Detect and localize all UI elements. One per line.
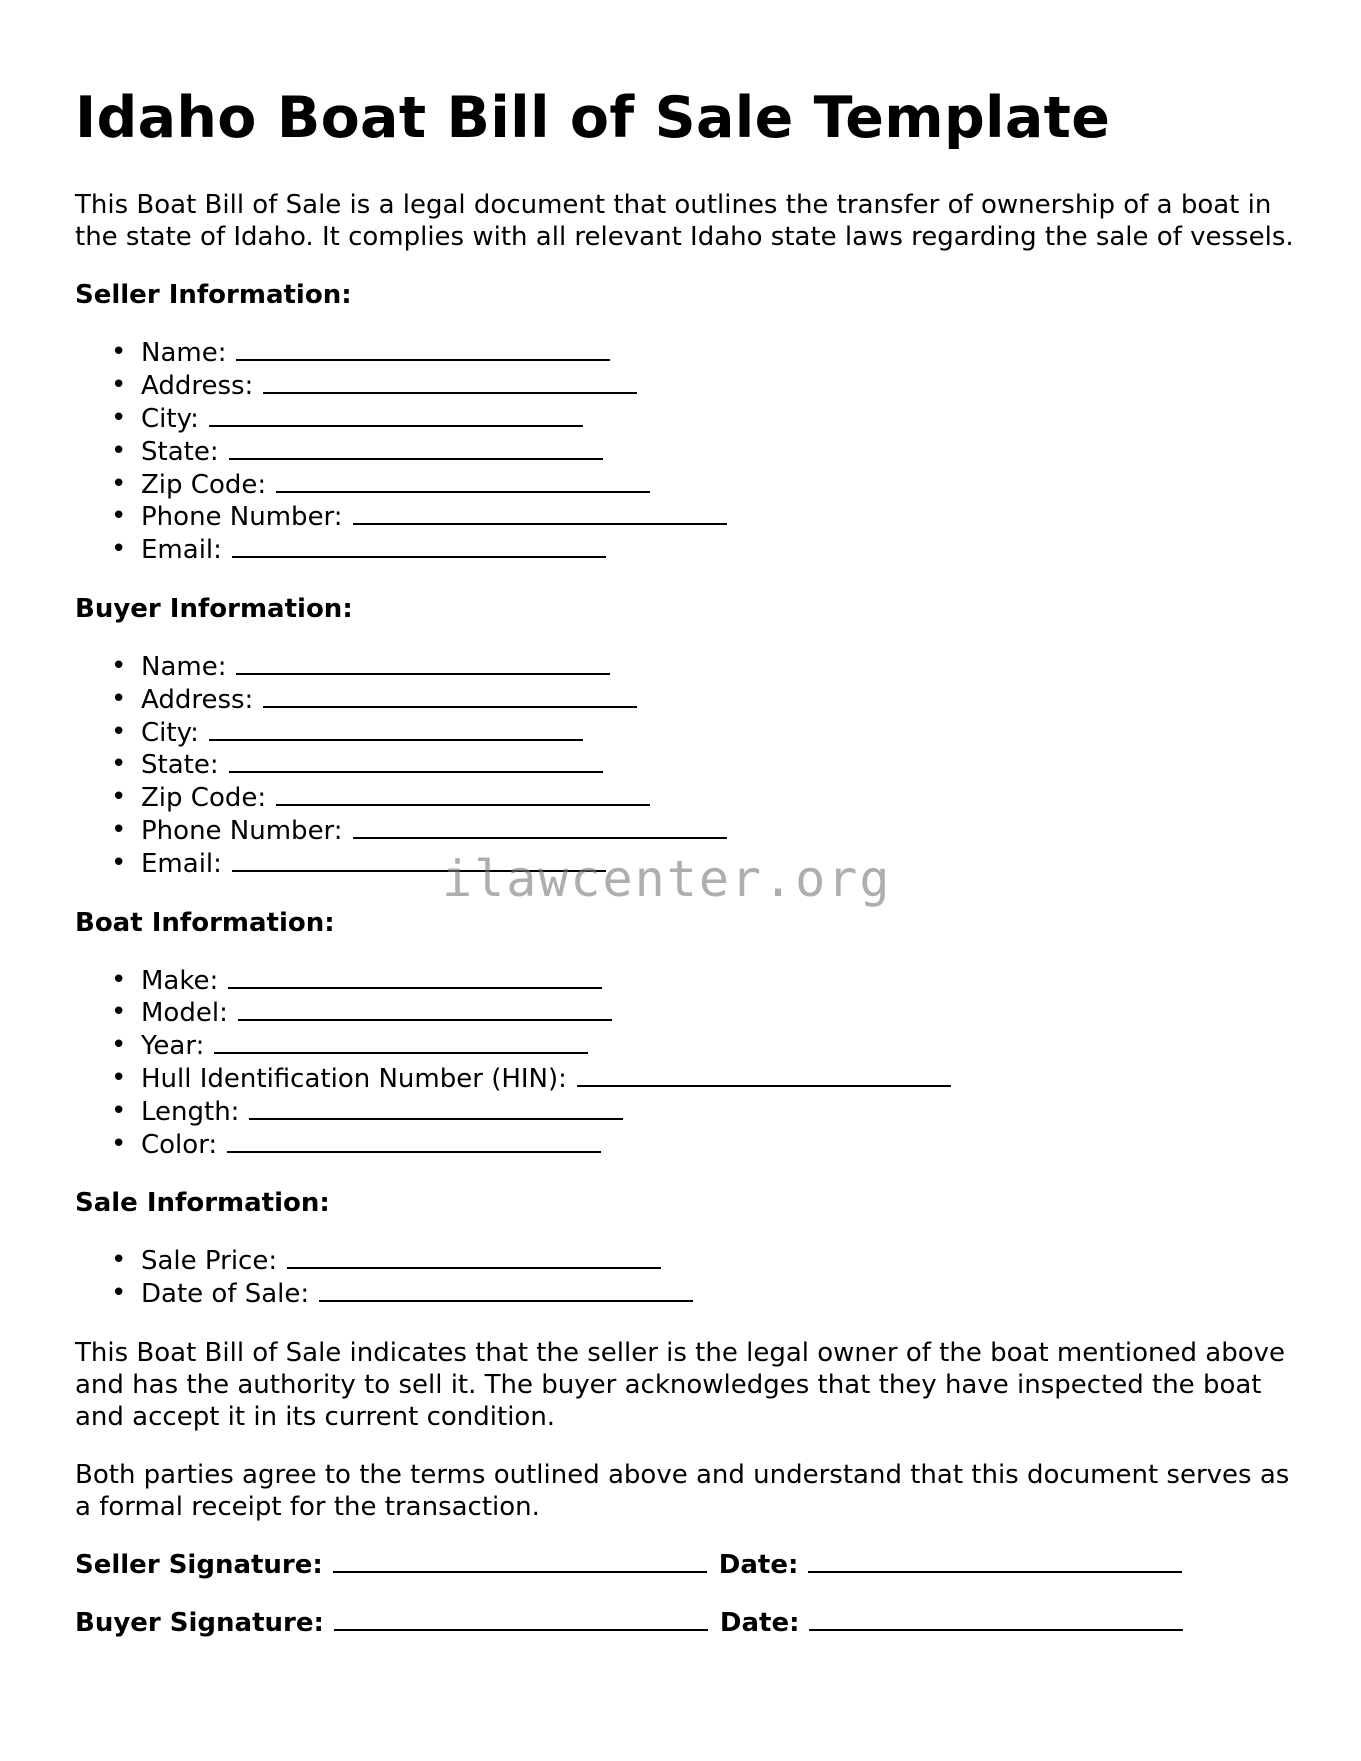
fill-in-blank[interactable] bbox=[263, 370, 637, 394]
boat-model-field: • Model: bbox=[75, 997, 1295, 1030]
buyer-field-list bbox=[75, 651, 1295, 881]
buyer-signature-label: Buyer Signature: bbox=[75, 1607, 324, 1638]
sale-field-list bbox=[75, 1245, 1295, 1311]
field-label: Length: bbox=[141, 1096, 240, 1127]
field-label: Email: bbox=[141, 535, 222, 566]
buyer-email-field: • Email: bbox=[75, 848, 1295, 881]
field-label: City: bbox=[141, 717, 199, 748]
fill-in-blank[interactable] bbox=[229, 749, 603, 773]
seller-phone-field: • Phone Number: bbox=[75, 501, 1295, 534]
fill-in-blank[interactable] bbox=[209, 717, 583, 741]
boat-year-field: • Year: bbox=[75, 1030, 1295, 1063]
boat-color-field: • Color: bbox=[75, 1129, 1295, 1162]
fill-in-blank[interactable] bbox=[236, 337, 610, 361]
field-label: State: bbox=[141, 750, 219, 781]
sale-section-heading: Sale Information: bbox=[75, 1188, 330, 1219]
buyer-phone-field: • Phone Number: bbox=[75, 815, 1295, 848]
seller-date-blank[interactable] bbox=[808, 1549, 1182, 1573]
seller-field-list bbox=[75, 337, 1295, 567]
fill-in-blank[interactable] bbox=[577, 1063, 951, 1087]
boat-hin-field: • Hull Identification Number (HIN): bbox=[75, 1063, 1295, 1096]
field-label: Name: bbox=[141, 651, 227, 682]
field-label: Hull Identification Number (HIN): bbox=[141, 1063, 567, 1094]
fill-in-blank[interactable] bbox=[263, 684, 637, 708]
buyer-date-label: Date: bbox=[719, 1607, 800, 1638]
seller-signature-line bbox=[75, 1549, 1295, 1581]
buyer-state-field: • State: bbox=[75, 749, 1295, 782]
page-title: Idaho Boat Bill of Sale Template bbox=[75, 85, 1111, 151]
fill-in-blank[interactable] bbox=[287, 1245, 661, 1269]
seller-date-label: Date: bbox=[718, 1549, 799, 1580]
boat-length-field: • Length: bbox=[75, 1096, 1295, 1129]
fill-in-blank[interactable] bbox=[276, 782, 650, 806]
buyer-date-blank[interactable] bbox=[809, 1607, 1183, 1631]
fill-in-blank[interactable] bbox=[276, 469, 650, 493]
fill-in-blank[interactable] bbox=[353, 501, 727, 525]
field-label: Zip Code: bbox=[141, 469, 267, 500]
boat-field-list bbox=[75, 965, 1295, 1162]
boat-make-field: • Make: bbox=[75, 965, 1295, 998]
buyer-city-field: • City: bbox=[75, 717, 1295, 750]
buyer-signature-line bbox=[75, 1607, 1295, 1639]
fill-in-blank[interactable] bbox=[214, 1030, 588, 1054]
field-label: Address: bbox=[141, 371, 254, 402]
field-label: Sale Price: bbox=[141, 1246, 278, 1277]
fill-in-blank[interactable] bbox=[353, 815, 727, 839]
sale-date-field: • Date of Sale: bbox=[75, 1278, 1295, 1311]
buyer-signature-blank[interactable] bbox=[334, 1607, 708, 1631]
seller-zip-field: • Zip Code: bbox=[75, 469, 1295, 502]
fill-in-blank[interactable] bbox=[238, 997, 612, 1021]
seller-name-field: • Name: bbox=[75, 337, 1295, 370]
field-label: Zip Code: bbox=[141, 783, 267, 814]
seller-section-heading: Seller Information: bbox=[75, 280, 352, 311]
fill-in-blank[interactable] bbox=[236, 651, 610, 675]
fill-in-blank[interactable] bbox=[249, 1096, 623, 1120]
field-label: Date of Sale: bbox=[141, 1279, 310, 1310]
watermark: ilawcenter.org bbox=[442, 850, 892, 908]
fill-in-blank[interactable] bbox=[228, 965, 602, 989]
field-label: Phone Number: bbox=[141, 502, 343, 533]
buyer-section-heading: Buyer Information: bbox=[75, 593, 353, 624]
field-label: Model: bbox=[141, 998, 228, 1029]
fill-in-blank[interactable] bbox=[227, 1129, 601, 1153]
field-label: Make: bbox=[141, 965, 219, 996]
seller-address-field: • Address: bbox=[75, 370, 1295, 403]
fill-in-blank[interactable] bbox=[209, 403, 583, 427]
boat-section-heading: Boat Information: bbox=[75, 907, 335, 938]
field-label: Name: bbox=[141, 338, 227, 369]
fill-in-blank[interactable] bbox=[229, 436, 603, 460]
buyer-name-field: • Name: bbox=[75, 651, 1295, 684]
fill-in-blank[interactable] bbox=[319, 1278, 693, 1302]
field-label: Address: bbox=[141, 684, 254, 715]
seller-email-field: • Email: bbox=[75, 534, 1295, 567]
fill-in-blank[interactable] bbox=[232, 534, 606, 558]
sale-price-field: • Sale Price: bbox=[75, 1245, 1295, 1278]
seller-city-field: • City: bbox=[75, 403, 1295, 436]
field-label: Phone Number: bbox=[141, 815, 343, 846]
seller-signature-blank[interactable] bbox=[333, 1549, 707, 1573]
field-label: City: bbox=[141, 403, 199, 434]
agreement-statement: Both parties agree to the terms outlined above and understand that this document serves as a formal receipt for the transaction. bbox=[75, 1459, 1290, 1522]
seller-signature-label: Seller Signature: bbox=[75, 1549, 323, 1580]
field-label: Year: bbox=[141, 1031, 205, 1062]
field-label: Email: bbox=[141, 848, 222, 879]
intro-paragraph: This Boat Bill of Sale is a legal document that outlines the transfer of ownership of a boat in the state of Idaho. It complies with all relevant Idaho state laws regarding the sale of vessels. bbox=[75, 190, 1294, 253]
buyer-zip-field: • Zip Code: bbox=[75, 782, 1295, 815]
field-label: State: bbox=[141, 436, 219, 467]
field-label: Color: bbox=[141, 1129, 218, 1160]
seller-state-field: • State: bbox=[75, 436, 1295, 469]
ownership-statement: This Boat Bill of Sale indicates that the seller is the legal owner of the boat mentioned above and has the authority to sell it. The buyer acknowledges that they have inspected the boat and accept it in its current condition. bbox=[75, 1337, 1286, 1432]
buyer-address-field: • Address: bbox=[75, 684, 1295, 717]
